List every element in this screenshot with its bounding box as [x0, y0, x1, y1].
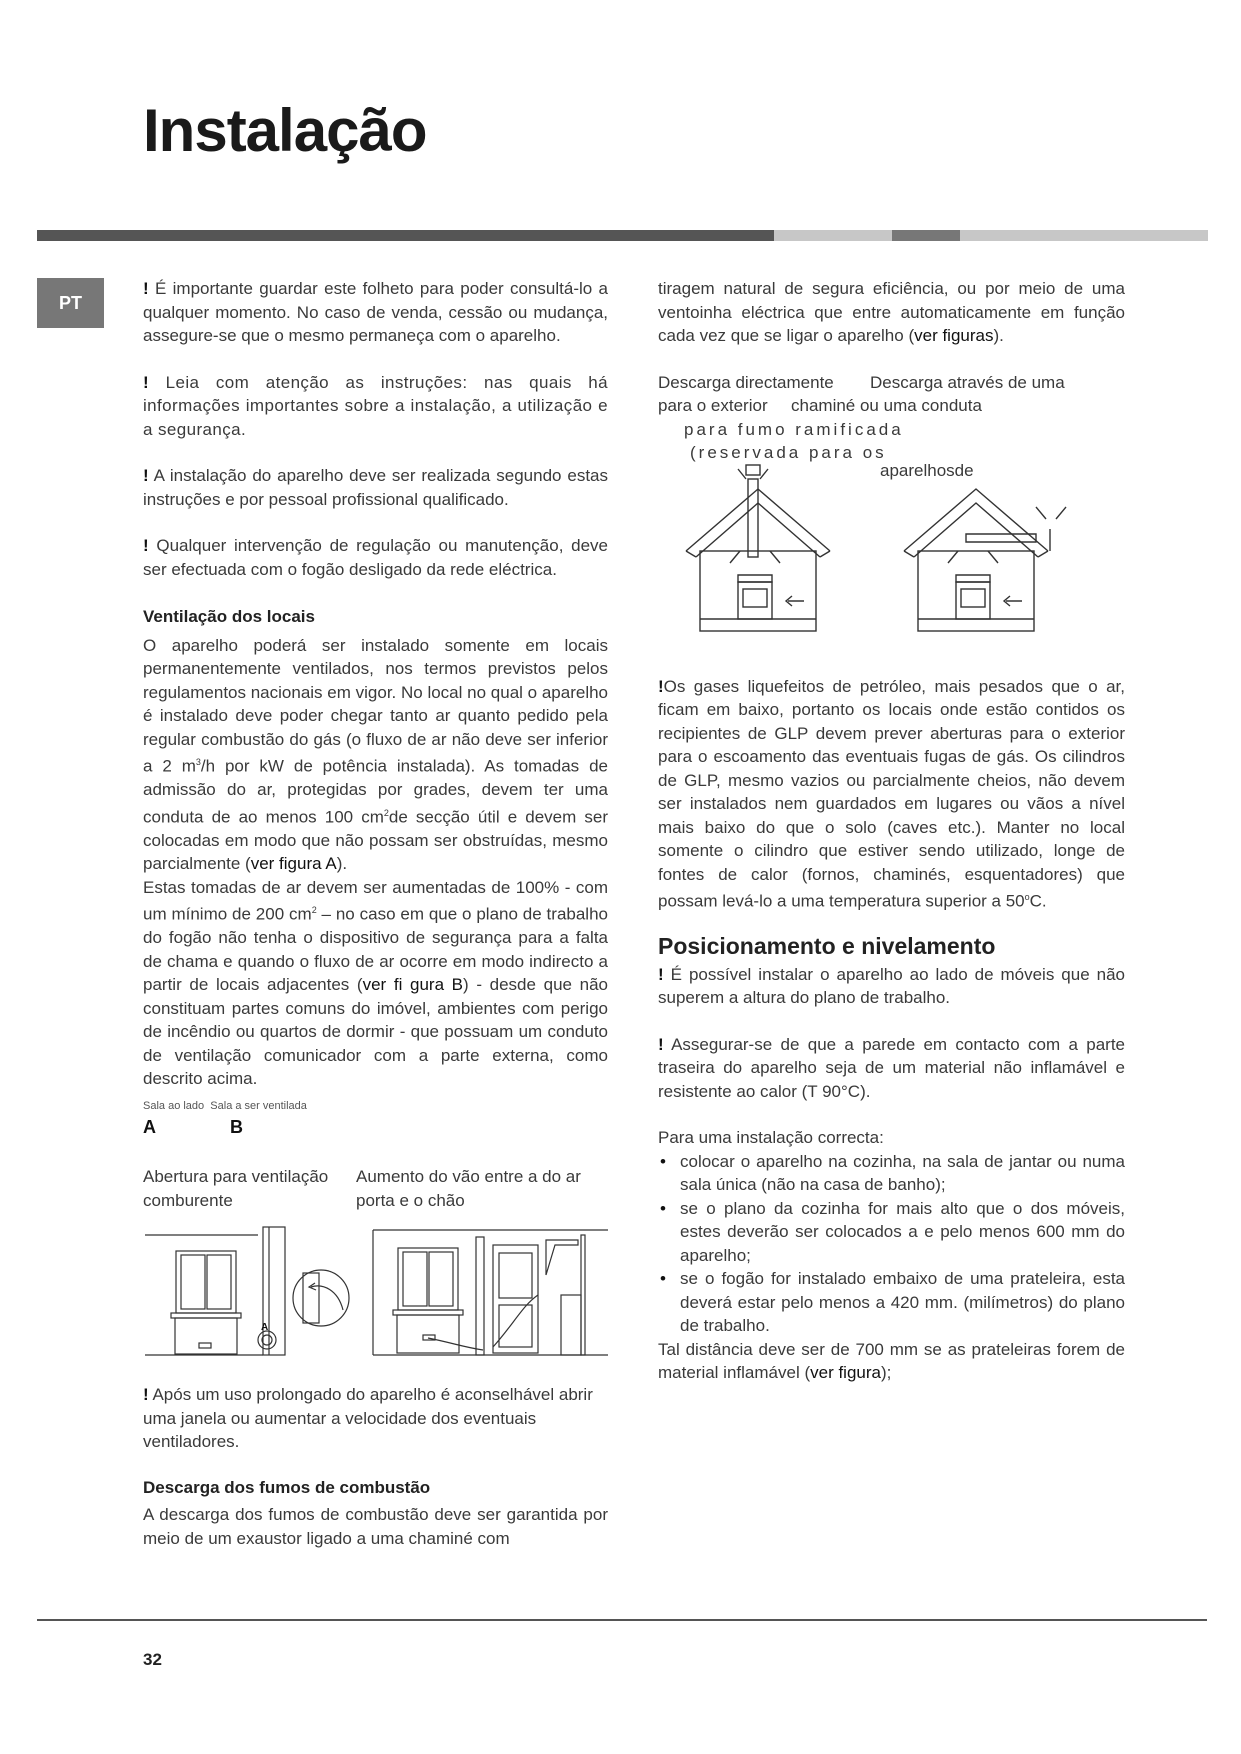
fig-label-direct: Descarga directamente para o exterior — [658, 372, 834, 415]
list-item: • se o plano da cozinha for mais alto que o dos móveis, estes deverão ser colocados a e pelo menos 600 mm do aparelho; — [680, 1197, 1125, 1268]
note-prolonged-use: ! Após um uso prolongado do aparelho é aconselhável abrir uma janela ou aumentar a velocidade dos eventuais ventiladores. — [143, 1385, 593, 1452]
ventilation-text-2: Estas tomadas de ar devem ser aumentadas de 100% - com um mínimo de 200 $cm^2$ – no caso em que o plano de trabalho do fogão não tenha o dispositivo de segurança para a falta de chama e quando o fluxo de ar ocorre em modo indirecto a partir de locais adjacentes (ver fi gura B) - desde que não constituam partes comuns do imóvel, ambientes com perigo de incêndio ou quartos de dormir - que possuam um conduto de ventilação comunicador com a parte externa, como descrito acima. — [143, 877, 608, 1089]
exclamation-icon: ! — [143, 536, 149, 555]
positioning-intro: Para uma instalação correcta: — [658, 1128, 884, 1148]
header-bar-dark — [37, 230, 774, 241]
language-tab: PT — [37, 278, 104, 328]
list-item: • colocar o aparelho na cozinha, na sala de jantar ou numa sala única (não na casa de banho); — [680, 1150, 1125, 1197]
fig-letter-a: A — [143, 1116, 156, 1137]
ventilation-figure — [143, 1215, 608, 1365]
exhaust-heading: Descarga dos fumos de combustão — [143, 1477, 431, 1497]
positioning-note-1: ! É possível instalar o aparelho ao lado de móveis que não superem a altura do plano de trabalho. — [658, 964, 1126, 1008]
positioning-heading: Posicionamento e nivelamento — [658, 933, 996, 960]
note-maintenance: ! Qualquer intervenção de regulação ou manutenção, deve ser efectuada com o fogão desligado da rede eléctrica. — [143, 536, 608, 579]
footer-rule — [37, 1619, 1207, 1621]
fig-label-chimney: Descarga através de uma — [870, 372, 1065, 392]
note-keep-booklet: ! É importante guardar este folheto para poder consultá-lo a qualquer momento. No caso de venda, cessão ou mudança, assegure-se que o mesmo permaneça com o aparelho. — [143, 279, 608, 345]
positioning-final: Tal distância deve ser de 700 mm se as prateleiras forem de material inflamável (ver figura); — [658, 1339, 1125, 1383]
exclamation-icon: ! — [658, 676, 664, 696]
exhaust-continuation: tiragem natural de segura eficiência, ou por meio de uma ventoinha eléctrica que entre automaticamente em função cada vez que se ligar o aparelho (ver figuras). — [658, 279, 1125, 345]
exhaust-text: A descarga dos fumos de combustão deve ser garantida por meio de um exaustor ligado a uma chaminé com — [143, 1505, 608, 1548]
positioning-note-2: ! Assegurar-se de que a parede em contacto com a parte traseira do aparelho seja de um material não inflamável e resistente ao calor (T 90°C). — [658, 1034, 1125, 1101]
note-read-instructions: ! Leia com atenção as instruções: nas quais há informações importantes sobre a instalação, a utilização e a segurança. — [143, 372, 609, 439]
left-column — [143, 277, 608, 1550]
exclamation-icon: ! — [143, 372, 150, 392]
fig-small-label-b: Sala a ser ventilada — [210, 1099, 307, 1112]
page-title: Instalação — [143, 97, 427, 164]
ventilation-text: O aparelho poderá ser instalado somente em locais permanentemente ventilados, nos termos previstos pelos regulamentos nacionais em vigor. No local no qual o aparelho é instalado deve poder chegar tanto ar quanto pedido pela regular combustão do gás (o fluxo de ar não deve ser inferior a 2 $m^3/h$ por kW de potência instalada). As tomadas de admissão do ar, protegidas por grades, devem ter uma conduta de ao menos 100 $cm^2de$ secção útil e devem ser colocadas em modo que não possam ser obstruídas, mesmo parcialmente (ver figura A). — [143, 635, 608, 874]
figure-reference: ver figura — [810, 1363, 881, 1383]
ventilation-heading: Ventilação dos locais — [143, 607, 315, 626]
positioning-list — [658, 1150, 1125, 1338]
fig-inset-letter: A — [261, 1322, 269, 1334]
exhaust-figure-labels: Descarga directamente para o exterior Descarga através de uma chaminé ou uma conduta para fumo ramificada (reservada para os aparelhosde — [658, 372, 1065, 480]
header-bar-light — [774, 230, 1208, 241]
fig-caption-a: Abertura para ventilação comburente — [143, 1167, 329, 1210]
page-number: 32 — [143, 1650, 162, 1669]
exclamation-icon: ! — [143, 1385, 149, 1405]
exclamation-icon: ! — [658, 1034, 664, 1054]
right-column — [658, 277, 1125, 1385]
header-bar-mid — [892, 230, 960, 241]
figure-a-reference: ver figura A — [250, 854, 337, 874]
fig-caption-b: Aumento do vão entre a do ar porta e o chão — [356, 1167, 581, 1210]
note-qualified-personnel: ! A instalação do aparelho deve ser realizada segundo estas instruções e por pessoal profissional qualificado. — [143, 466, 608, 509]
fig-small-label-a: Sala ao lado — [143, 1099, 205, 1112]
list-item: • se o fogão for instalado embaixo de uma prateleira, esta deverá estar pelo menos a 420 mm. (milímetros) do plano de trabalho. — [680, 1267, 1125, 1338]
note-lpg: !Os gases liquefeitos de petróleo, mais pesados que o ar, ficam em baixo, portanto os locais onde estão contidos os recipientes de GLP devem prever aberturas para o exterior para o escoamento das eventuais fugas de gás. Os cilindros de GLP, mesmo vazios ou parcialmente cheios, não devem ser instalados nem guardados em lugares ou vãos a nível mais baixo do que o solo (caves etc.). Manter no local somente o cilindro que estiver sendo utilizado, longe de fontes de calor (fornos, chaminés, esquentadores) que possam levá-lo a uma temperatura superior a 50$^o$C. — [658, 676, 1125, 911]
exclamation-icon: ! — [658, 964, 664, 984]
figure-b-reference: ver fi gura B — [362, 975, 464, 995]
fig-letter-b: B — [230, 1116, 243, 1137]
figure-ab-labels — [143, 1099, 608, 1214]
exclamation-icon: ! — [143, 279, 149, 298]
exclamation-icon: ! — [143, 466, 149, 485]
exhaust-figure — [658, 459, 1125, 639]
figures-reference: ver figuras — [914, 326, 994, 345]
